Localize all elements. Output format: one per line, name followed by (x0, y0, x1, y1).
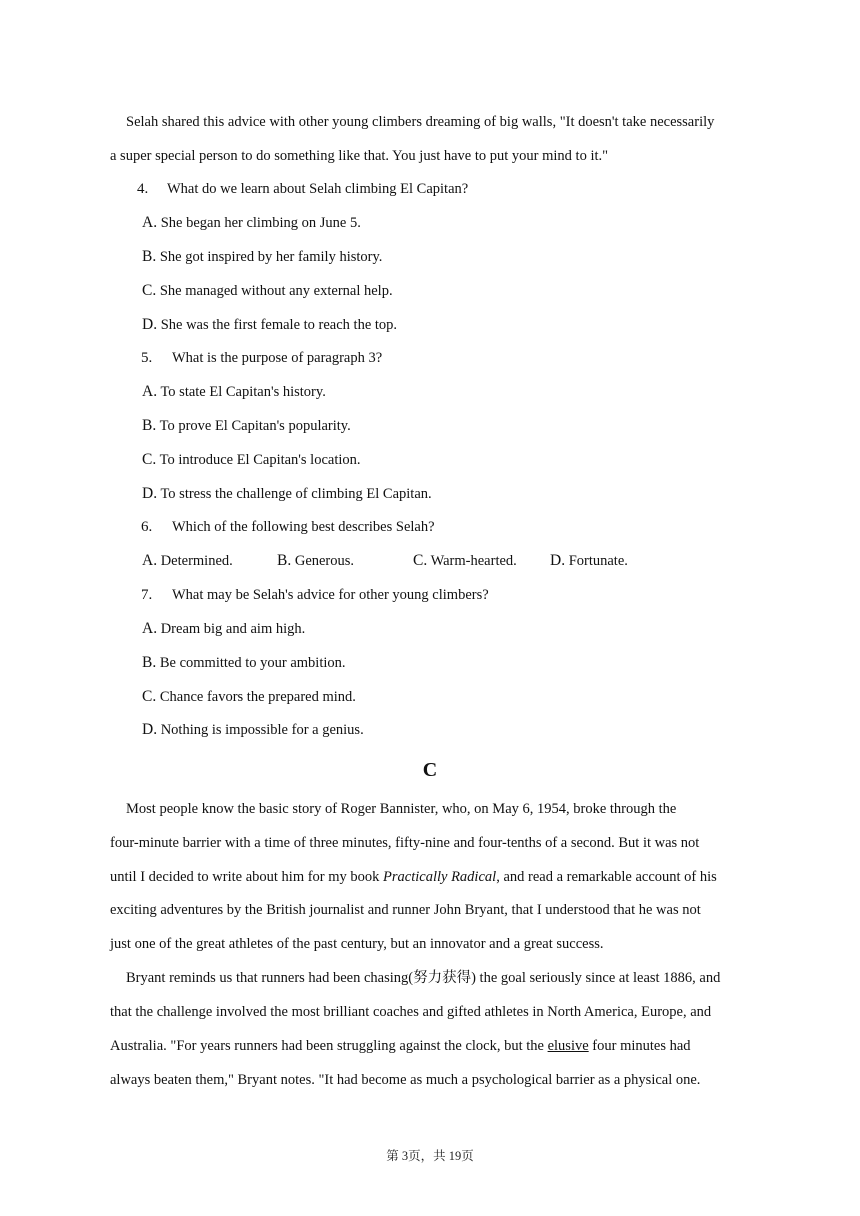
option-d[interactable] (142, 720, 364, 740)
paragraph-line: Most people know the basic story of Roger Bannister, who, on May 6, 1954, broke through the (126, 801, 677, 817)
option-text: Be committed to your ambition. (159, 655, 346, 671)
book-title: Practically Radical (383, 869, 497, 885)
paragraph-line: four-minute barrier with a time of three minutes, fifty-nine and four-tenths of a second. But it was not (110, 835, 700, 851)
option-text: To prove El Capitan's popularity. (159, 418, 351, 434)
page-number-footer: 第 3页，共 19页 (386, 1149, 474, 1163)
paragraph-line (110, 867, 717, 887)
option-letter: B. (142, 248, 157, 265)
option-d[interactable] (142, 484, 432, 504)
paragraph-line: Bryant reminds us that runners had been chasing(努力获得) the goal seriously since at least 1886, and (126, 970, 721, 986)
option-text: Determined. (160, 553, 233, 569)
option-text: To introduce El Capitan's location. (159, 452, 361, 468)
option-d[interactable] (142, 315, 397, 335)
option-b[interactable] (142, 416, 351, 436)
text-span: four minutes had (588, 1038, 691, 1054)
paragraph-line: exciting adventures by the British journalist and runner John Bryant, that I understood that he was not (110, 902, 701, 918)
option-a[interactable] (142, 619, 305, 639)
option-letter: C. (142, 688, 157, 705)
option-a[interactable] (142, 213, 361, 233)
paragraph-line: always beaten them," Bryant notes. "It had become as much a psychological barrier as a physical one. (110, 1072, 701, 1088)
option-text: She began her climbing on June 5. (160, 215, 361, 231)
option-text: Generous. (294, 553, 355, 569)
option-letter: A. (142, 620, 158, 637)
option-c[interactable] (413, 551, 517, 571)
option-c[interactable] (142, 450, 361, 470)
option-text: Nothing is impossible for a genius. (160, 722, 364, 738)
option-b[interactable] (142, 247, 382, 267)
option-letter: D. (142, 485, 158, 502)
option-d[interactable] (550, 551, 628, 571)
option-text: She managed without any external help. (159, 283, 393, 299)
underlined-word: elusive (547, 1038, 589, 1054)
option-text: Chance favors the prepared mind. (159, 689, 356, 705)
option-letter: C. (413, 552, 428, 569)
paragraph-line: just one of the great athletes of the past century, but an innovator and a great success. (110, 936, 604, 952)
text-span: until I decided to write about him for my book (110, 869, 384, 885)
option-text: Dream big and aim high. (160, 621, 306, 637)
section-heading: C (422, 759, 438, 781)
option-text: Fortunate. (568, 553, 628, 569)
intro-line-1: Selah shared this advice with other young climbers dreaming of big walls, "It doesn't take necessarily (126, 114, 715, 130)
question-text: What may be Selah's advice for other young climbers? (172, 587, 489, 603)
question-number: 6. (141, 519, 153, 535)
question-number: 4. (137, 181, 149, 197)
option-c[interactable] (142, 281, 393, 301)
question-number: 5. (141, 350, 153, 366)
option-letter: B. (142, 654, 157, 671)
intro-line-2: a super special person to do something like that. You just have to put your mind to it." (110, 148, 609, 164)
question-text: What do we learn about Selah climbing El Capitan? (167, 181, 469, 197)
option-letter: A. (142, 383, 158, 400)
option-letter: D. (142, 316, 158, 333)
option-letter: B. (142, 417, 157, 434)
option-b[interactable] (277, 551, 354, 571)
option-letter: A. (142, 552, 158, 569)
option-letter: D. (142, 721, 158, 738)
paragraph-line (110, 1036, 691, 1056)
option-letter: C. (142, 451, 157, 468)
question-number: 7. (141, 587, 153, 603)
option-letter: C. (142, 282, 157, 299)
option-a[interactable] (142, 551, 233, 571)
option-a[interactable] (142, 382, 326, 402)
option-c[interactable] (142, 687, 356, 707)
option-text: She was the first female to reach the top. (160, 317, 398, 333)
option-letter: B. (277, 552, 292, 569)
text-span: , and read a remarkable account of his (496, 869, 717, 885)
question-text: What is the purpose of paragraph 3? (172, 350, 383, 366)
paragraph-line: that the challenge involved the most brilliant coaches and gifted athletes in North America, Europe, and (110, 1004, 712, 1020)
option-text: She got inspired by her family history. (159, 249, 383, 265)
option-b[interactable] (142, 653, 346, 673)
option-text: To state El Capitan's history. (160, 384, 326, 400)
option-letter: A. (142, 214, 158, 231)
option-letter: D. (550, 552, 566, 569)
option-text: Warm-hearted. (430, 553, 517, 569)
question-text: Which of the following best describes Selah? (172, 519, 435, 535)
text-span: Australia. "For years runners had been struggling against the clock, but the (110, 1038, 548, 1054)
option-text: To stress the challenge of climbing El Capitan. (160, 486, 432, 502)
